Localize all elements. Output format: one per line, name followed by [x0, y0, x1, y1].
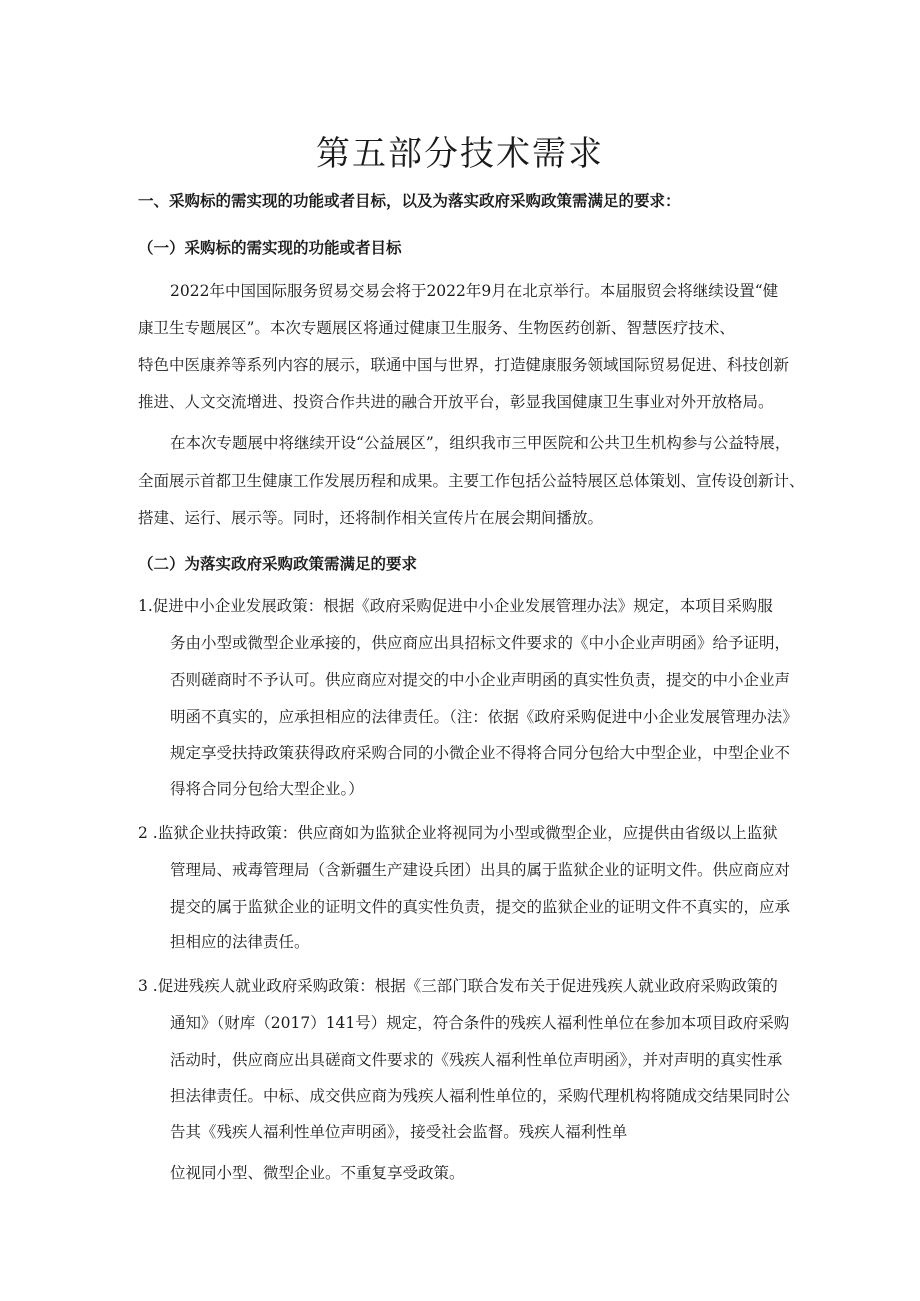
item1-line: 1.促进中小企业发展政策：根据《政府采购促进中小企业发展管理办法》规定，本项目采购服 — [138, 597, 773, 615]
para1-line: 2022年中国国际服务贸易交易会将于2022年9月在北京举行。本届服贸会将继续设置“健 — [170, 282, 779, 300]
item2-line: 管理局、戒毒管理局（含新疆生产建设兵团）出具的属于监狱企业的证明文件。供应商应对 — [170, 861, 791, 879]
para1-line: 特色中医康养等系列内容的展示，联通中国与世界，打造健康服务领域国际贸易促进、科技创新 — [138, 356, 790, 374]
item3-line: 3 .促进残疾人就业政府采购政策：根据《三部门联合发布关于促进残疾人就业政府采购政策的 — [138, 977, 778, 995]
item2-line: 提交的属于监狱企业的证明文件的真实性负责，提交的监狱企业的证明文件不真实的，应承 — [170, 898, 791, 916]
item1-line: 得将合同分包给大型企业。） — [170, 780, 364, 798]
para2-line: 搭建、运行、展示等。同时，还将制作相关宣传片在展会期间播放。 — [138, 509, 604, 527]
item1-line: 务由小型或微型企业承接的，供应商应出具招标文件要求的《中小企业声明函》给予证明， — [170, 634, 791, 652]
item2-line: 2 .监狱企业扶持政策：供应商如为监狱企业将视同为小型或微型企业，应提供由省级以上监狱 — [138, 824, 778, 842]
item3-line: 告其《残疾人福利性单位声明函》，接受社会监督。残疾人福利性单 — [170, 1123, 628, 1141]
para2-line: 在本次专题展中将继续开设“公益展区”，组织我市三甲医院和公共卫生机构参与公益特展， — [170, 434, 791, 452]
item1-line: 否则磋商时不予认可。供应商应对提交的中小企业声明函的真实性负责，提交的中小企业声 — [170, 671, 791, 689]
item3-tail-line: 位视同小型、微型企业。不重复享受政策。 — [170, 1164, 465, 1182]
para1-line: 推进、人文交流增进、投资合作共进的融合开放平台，彰显我国健康卫生事业对外开放格局。 — [138, 393, 774, 411]
page-title: 第五部分技术需求 — [316, 134, 604, 174]
subsection-heading-1: （一）采购标的需实现的功能或者目标 — [138, 239, 402, 257]
item3-line: 通知》（财库（2017）141号）规定，符合条件的残疾人福利性单位在参加本项目政府采购 — [170, 1014, 790, 1032]
item1-line: 明函不真实的，应承担相应的法律责任。（注：依据《政府采购促进中小企业发展管理办法》 — [170, 708, 798, 726]
item1-line: 规定享受扶持政策获得政府采购合同的小微企业不得将合同分包给大中型企业，中型企业不 — [170, 744, 791, 762]
para1-line: 康卫生专题展区”。本次专题展区将通过健康卫生服务、生物医药创新、智慧医疗技术、 — [138, 319, 735, 337]
item3-line: 担法律责任。中标、成交供应商为残疾人福利性单位的，采购代理机构将随成交结果同时公 — [170, 1087, 791, 1105]
para2-line: 全面展示首都卫生健康工作发展历程和成果。主要工作包括公益特展区总体策划、宣传设创新计、 — [138, 472, 805, 490]
subsection-heading-2: （二）为落实政府采购政策需满足的要求 — [138, 555, 418, 573]
section-heading: 一、采购标的需实现的功能或者目标，以及为落实政府采购政策需满足的要求： — [138, 192, 681, 210]
item3-line: 活动时，供应商应出具磋商文件要求的《残疾人福利性单位声明函》，并对声明的真实性承 — [170, 1051, 783, 1069]
item2-line: 担相应的法律责任。 — [170, 933, 310, 951]
